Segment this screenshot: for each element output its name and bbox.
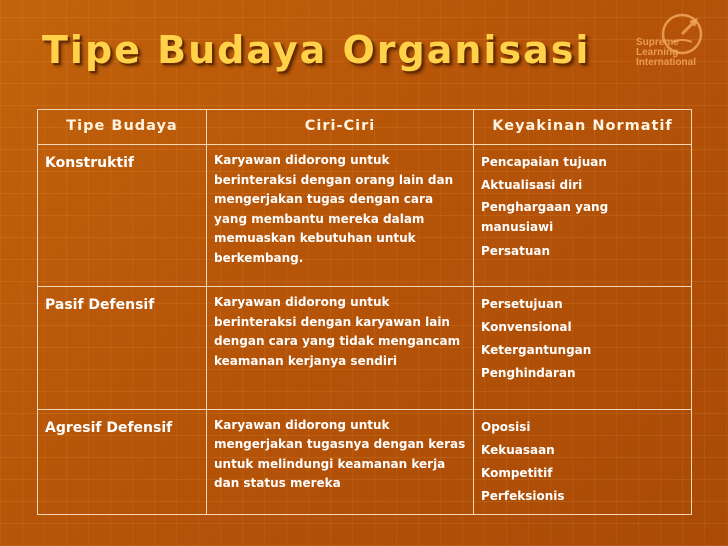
belief-item: Persatuan	[481, 244, 551, 259]
beliefs-cell	[474, 409, 692, 514]
brand-logo	[632, 12, 722, 72]
beliefs-cell	[474, 145, 692, 287]
header-normative-beliefs: Keyakinan Normatif	[474, 110, 692, 145]
table-row	[38, 145, 692, 287]
logo-line-2: Learning	[636, 47, 679, 58]
logo-wordmark	[636, 38, 696, 68]
belief-item: Oposisi	[481, 419, 531, 434]
logo-line-1: Supreme	[636, 37, 679, 48]
belief-item: Persetujuan	[481, 297, 563, 312]
culture-type-cell: Agresif Defensif	[38, 409, 207, 514]
traits-cell: Karyawan didorong untuk berinteraksi dengan karyawan lain dengan cara yang tidak mengancam keamanan kerjanya sendiri	[207, 287, 474, 409]
traits-cell: Karyawan didorong untuk mengerjakan tugasnya dengan keras untuk melindungi keamanan kerja dan status mereka	[207, 409, 474, 514]
table-header-row	[38, 110, 692, 145]
belief-item: Kekuasaan	[481, 442, 555, 457]
beliefs-cell	[474, 287, 692, 409]
belief-item: Ketergantungan	[481, 343, 592, 358]
culture-type-cell: Pasif Defensif	[38, 287, 207, 409]
logo-line-3: International	[636, 57, 697, 68]
belief-item: Aktualisasi diri	[481, 178, 583, 193]
culture-type-cell: Konstruktif	[38, 145, 207, 287]
table-row	[38, 409, 692, 514]
belief-item: Konvensional	[481, 320, 572, 335]
header-traits: Ciri-Ciri	[207, 110, 474, 145]
slide-title: Tipe Budaya Organisasi	[42, 28, 591, 72]
header-culture-type: Tipe Budaya	[38, 110, 207, 145]
culture-type-table	[37, 109, 692, 515]
belief-item: Pencapaian tujuan	[481, 155, 607, 170]
belief-item: Penghargaan yang manusiawi	[481, 200, 609, 235]
traits-cell: Karyawan didorong untuk berinteraksi dengan orang lain dan mengerjakan tugas dengan cara yang membantu mereka dalam memuaskan kebutuhan untuk berkembang.	[207, 145, 474, 287]
belief-item: Perfeksionis	[481, 488, 565, 503]
belief-item: Penghindaran	[481, 366, 576, 381]
table-row	[38, 287, 692, 409]
belief-item: Kompetitif	[481, 465, 553, 480]
